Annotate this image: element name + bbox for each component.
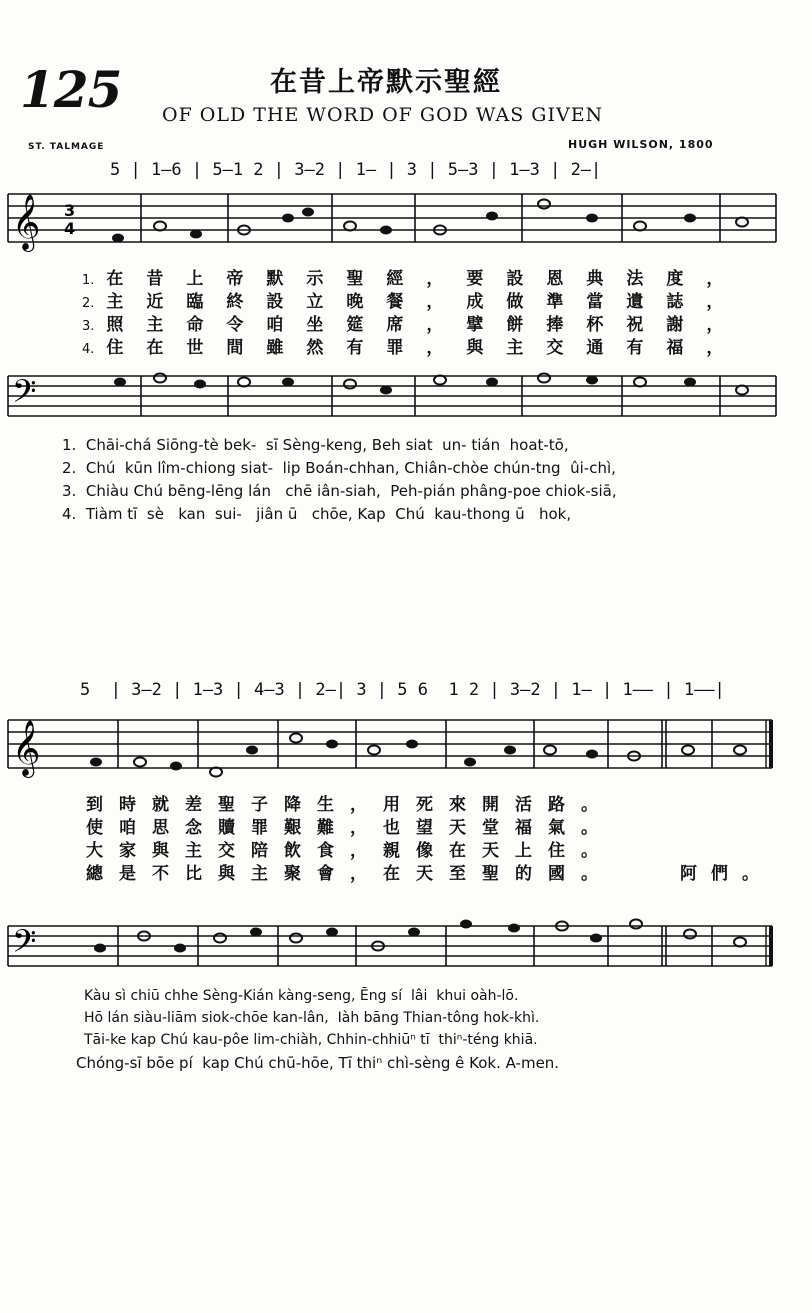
bass-staff-2 bbox=[0, 902, 812, 982]
svg-text:𝄢: 𝄢 bbox=[12, 373, 37, 417]
romanized-verse-4: 4. Tiàm tī sè kan sui- jiân ū chōe, Kap Chú kau-thong ū hok, bbox=[62, 505, 572, 523]
title-chinese: 在昔上帝默示聖經 bbox=[270, 67, 502, 98]
title-english: OF OLD THE WORD OF GOD WAS GIVEN bbox=[162, 104, 604, 126]
numbered-notation-line-1: 5 | 1—6 | 5—1 2 | 3—2 | 1— | 3 | 5—3 | 1—3 | 2—| bbox=[110, 160, 602, 180]
svg-text:𝄞: 𝄞 bbox=[12, 720, 41, 776]
chinese-verse-2: 2. 主近臨終設立晚餐，成做準當遺誌， bbox=[82, 292, 747, 312]
chinese-verse-4: 4. 住在世間雖然有罪，與主交通有福， bbox=[82, 338, 747, 358]
svg-text:𝄢: 𝄢 bbox=[12, 923, 37, 967]
chinese-verse-line-4: 總是不比與主聚會，在天至聖的國。 bbox=[86, 864, 614, 884]
romanized-verse-line-3: Tāi-ke kap Chú kau-pôe lim-chiàh, Chhin-chhiūⁿ tī thiⁿ-téng khiā. bbox=[84, 1032, 538, 1048]
romanized-verse-line-4: Chóng-sī bōe pí kap Chú chū-hōe, Tī thiⁿ chì-sèng ê Kok. A-men. bbox=[76, 1054, 560, 1072]
tune-name: ST. TALMAGE bbox=[28, 142, 105, 152]
romanized-verse-1: 1. Chāi-chá Siōng-tè bek- sī Sèng-keng, Beh siat un- tián hoat-tō, bbox=[62, 436, 569, 454]
svg-text:4: 4 bbox=[64, 219, 76, 238]
treble-staff-1 bbox=[0, 186, 812, 256]
svg-text:𝄞: 𝄞 bbox=[12, 194, 41, 250]
chinese-verse-line-2: 使咱思念贖罪艱難，也望天堂福氣。 bbox=[86, 818, 614, 838]
hymn-number: 125 bbox=[20, 60, 122, 119]
bass-staff-1 bbox=[0, 362, 812, 432]
romanized-verse-line-1: Kàu sì chiū chhe Sèng-Kián kàng-seng, Ēng sí lâi khui oàh-lō. bbox=[84, 988, 519, 1004]
chinese-verse-3: 3. 照主命令咱坐筵席，擘餅捧杯祝謝， bbox=[82, 315, 747, 335]
composer: HUGH WILSON, 1800 bbox=[568, 138, 714, 151]
romanized-verse-3: 3. Chiàu Chú bēng-lēng lán chē iân-siah, Peh-pián phâng-poe chiok-siā, bbox=[62, 482, 617, 500]
amen-chinese: 阿們。 bbox=[680, 864, 773, 884]
svg-text:3: 3 bbox=[64, 201, 76, 220]
chinese-verse-1: 1. 在昔上帝默示聖經，要設恩典法度， bbox=[82, 269, 747, 289]
chinese-verse-line-1: 到時就差聖子降生，用死來開活路。 bbox=[86, 795, 614, 815]
numbered-notation-line-2: 5 | 3—2 | 1—3 | 4—3 | 2—| 3 | 5 6 1 2 | 3—2 | 1— | 1—— | 1——| bbox=[80, 680, 725, 700]
treble-staff-2 bbox=[0, 710, 812, 780]
chinese-verse-line-3: 大家與主交陪飲食，親像在天上住。 bbox=[86, 841, 614, 861]
romanized-verse-line-2: Hō lán siàu-liām siok-chōe kan-lân, Iàh bāng Thian-tông hok-khì. bbox=[84, 1010, 540, 1026]
romanized-verse-2: 2. Chú kūn lîm-chiong siat- lip Boán-chhan, Chiân-chòe chún-tng ûi-chì, bbox=[62, 459, 616, 477]
